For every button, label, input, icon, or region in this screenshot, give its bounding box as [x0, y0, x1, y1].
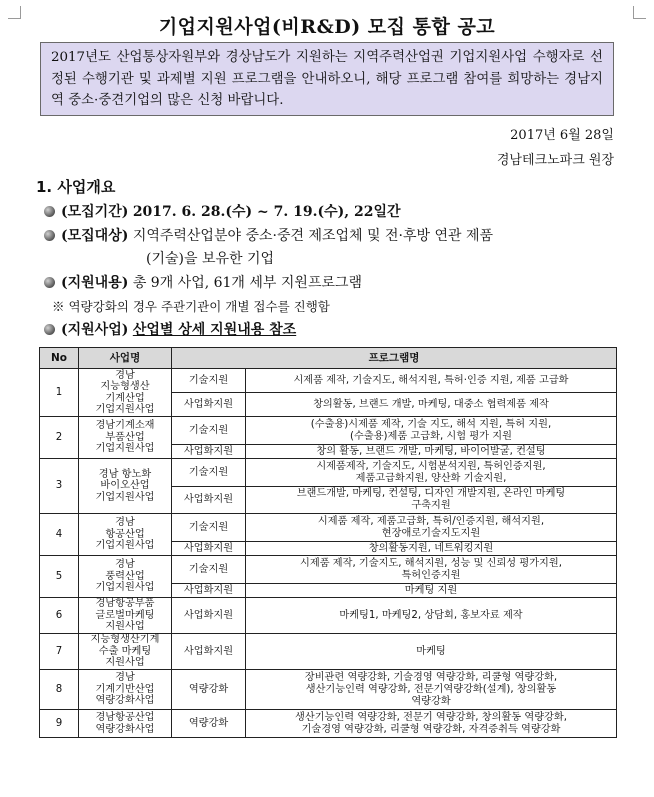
- bullet-recruit-target-cont: (기술)을 보유한 기업: [146, 251, 275, 267]
- bullet-recruit-period: [44, 202, 401, 222]
- section-heading: 1. 사업개요: [36, 178, 116, 196]
- row-number: 7: [40, 634, 79, 670]
- document-title: 기업지원사업(비R&D) 모집 통합 공고: [158, 16, 496, 38]
- bullet-icon: [44, 277, 55, 288]
- business-name: 경남 풍력산업 기업지원사업: [79, 556, 172, 598]
- bullet-text: 2017. 6. 28.(수) ~ 7. 19.(수), 22일간: [132, 204, 401, 220]
- support-type: 사업화지원: [172, 445, 246, 459]
- bullet-text: 산업별 상세 지원내용 참조: [132, 322, 297, 338]
- program-name: (수출용)시제품 제작, 기술 지도, 해석 지원, 특허 지원, (수출용)제품 고급화, 시험 평가 지원: [246, 417, 617, 445]
- program-name: 시제품 제작, 제품고급화, 특허/인증지원, 해석지원, 현장애로기술지도지원: [246, 514, 617, 542]
- issuing-organization: 경남테크노파크 원장: [496, 153, 614, 168]
- support-type: 사업화지원: [172, 598, 246, 634]
- header-business: 사업명: [79, 348, 172, 369]
- program-name: 생산기능인력 역량강화, 전문기 역량강화, 창의활동 역량강화, 기술경영 역량강화, 리쿨형 역량강화, 자격증취득 역량강화: [246, 710, 617, 738]
- business-name: 경남항공부품 글로벌마케팅 지원사업: [79, 598, 172, 634]
- bullet-label: (지원내용): [61, 275, 129, 291]
- support-type: 기술지원: [172, 417, 246, 445]
- header-no: No: [40, 348, 79, 369]
- table-row: [40, 514, 617, 542]
- table-row: [40, 417, 617, 445]
- bullet-icon: [44, 324, 55, 335]
- row-number: 6: [40, 598, 79, 634]
- bullet-icon: [44, 230, 55, 241]
- business-name: 경남 항공산업 기업지원사업: [79, 514, 172, 556]
- program-name: 시제품 제작, 기술지도, 해석지원, 성능 및 신뢰성 평가지원, 특허인증지원: [246, 556, 617, 584]
- bullet-icon: [44, 206, 55, 217]
- bullet-support-project: [44, 320, 296, 340]
- program-table-wrapper: [39, 347, 616, 738]
- program-name: 시제품 제작, 기술지도, 해석지원, 특허·인증 지원, 제품 고급화: [246, 369, 617, 393]
- business-name: 경남기계소재 부품산업 기업지원사업: [79, 417, 172, 459]
- business-name: 경남 항노화 바이오산업 기업지원사업: [79, 459, 172, 514]
- support-type: 사업화지원: [172, 584, 246, 598]
- header-program: 프로그램명: [172, 348, 617, 369]
- program-name: 창의활동, 브랜드 개발, 마케팅, 대중소 협력제품 제작: [246, 393, 617, 417]
- program-name: 마케팅1, 마케팅2, 상담회, 홍보자료 제작: [246, 598, 617, 634]
- bullet-label: (모집대상): [61, 228, 129, 244]
- support-type: 사업화지원: [172, 487, 246, 514]
- table-row: [40, 556, 617, 584]
- bullet-support-content: [44, 273, 362, 293]
- business-name: 경남항공산업 역량강화사업: [79, 710, 172, 738]
- program-name: 마케팅: [246, 634, 617, 670]
- business-name: 경남 기계기반산업 역량강화사업: [79, 670, 172, 710]
- notice-date: 2017년 6월 28일: [510, 128, 614, 143]
- bullet-label: (지원사업): [61, 322, 129, 338]
- bullet-text: 지역주력산업분야 중소·중견 제조업체 및 전·후방 연관 제품: [132, 228, 493, 244]
- table-row: [40, 459, 617, 487]
- table-row: [40, 369, 617, 393]
- bullet-recruit-target: [44, 226, 616, 246]
- support-type: 사업화지원: [172, 393, 246, 417]
- program-name: 창의 활동, 브랜드 개발, 마케팅, 바이어발굴, 컨설팅: [246, 445, 617, 459]
- table-row: [40, 634, 617, 670]
- bullet-label: (모집기간): [61, 204, 129, 220]
- bullet-text: 총 9개 사업, 61개 세부 지원프로그램: [132, 275, 363, 291]
- row-number: 4: [40, 514, 79, 556]
- support-type: 사업화지원: [172, 542, 246, 556]
- program-name: 창의활동지원, 네트워킹지원: [246, 542, 617, 556]
- notice-box: 2017년도 산업통상자원부와 경상남도가 지원하는 지역주력산업권 기업지원사업 수행자로 선정된 수행기관 및 과제별 지원 프로그램을 안내하오니, 해당 프로그램 참여를 희망하는 경남지역 중소·중견기업의 많은 신청 바랍니다.: [40, 42, 614, 116]
- business-name: 경남 지능형생산 기계산업 기업지원사업: [79, 369, 172, 417]
- support-type: 기술지원: [172, 369, 246, 393]
- row-number: 9: [40, 710, 79, 738]
- table-row: [40, 710, 617, 738]
- business-name: 지능형생산기계 수출 마케팅 지원사업: [79, 634, 172, 670]
- row-number: 3: [40, 459, 79, 514]
- support-type: 역량강화: [172, 710, 246, 738]
- support-type: 기술지원: [172, 556, 246, 584]
- table-header-row: [40, 348, 617, 369]
- row-number: 8: [40, 670, 79, 710]
- support-type: 사업화지원: [172, 634, 246, 670]
- note-text: ※ 역량강화의 경우 주관기관이 개별 접수를 진행함: [52, 299, 330, 314]
- program-table: [39, 347, 617, 738]
- row-number: 1: [40, 369, 79, 417]
- row-number: 2: [40, 417, 79, 459]
- program-name: 마케팅 지원: [246, 584, 617, 598]
- table-row: [40, 598, 617, 634]
- support-type: 역량강화: [172, 670, 246, 710]
- support-type: 기술지원: [172, 459, 246, 487]
- support-type: 기술지원: [172, 514, 246, 542]
- program-name: 시제품제작, 기술지도, 시험분석지원, 특허인증지원, 제품고급화지원, 양산화 기술지원,: [246, 459, 617, 487]
- row-number: 5: [40, 556, 79, 598]
- program-name: 브랜드개발, 마케팅, 컨설팅, 디자인 개발지원, 온라인 마케팅 구축지원: [246, 487, 617, 514]
- table-row: [40, 670, 617, 710]
- program-name: 장비관련 역량강화, 기술경영 역량강화, 리쿨형 역량강화, 생산기능인력 역량강화, 전문기역량강화(설계), 창의활동 역량강화: [246, 670, 617, 710]
